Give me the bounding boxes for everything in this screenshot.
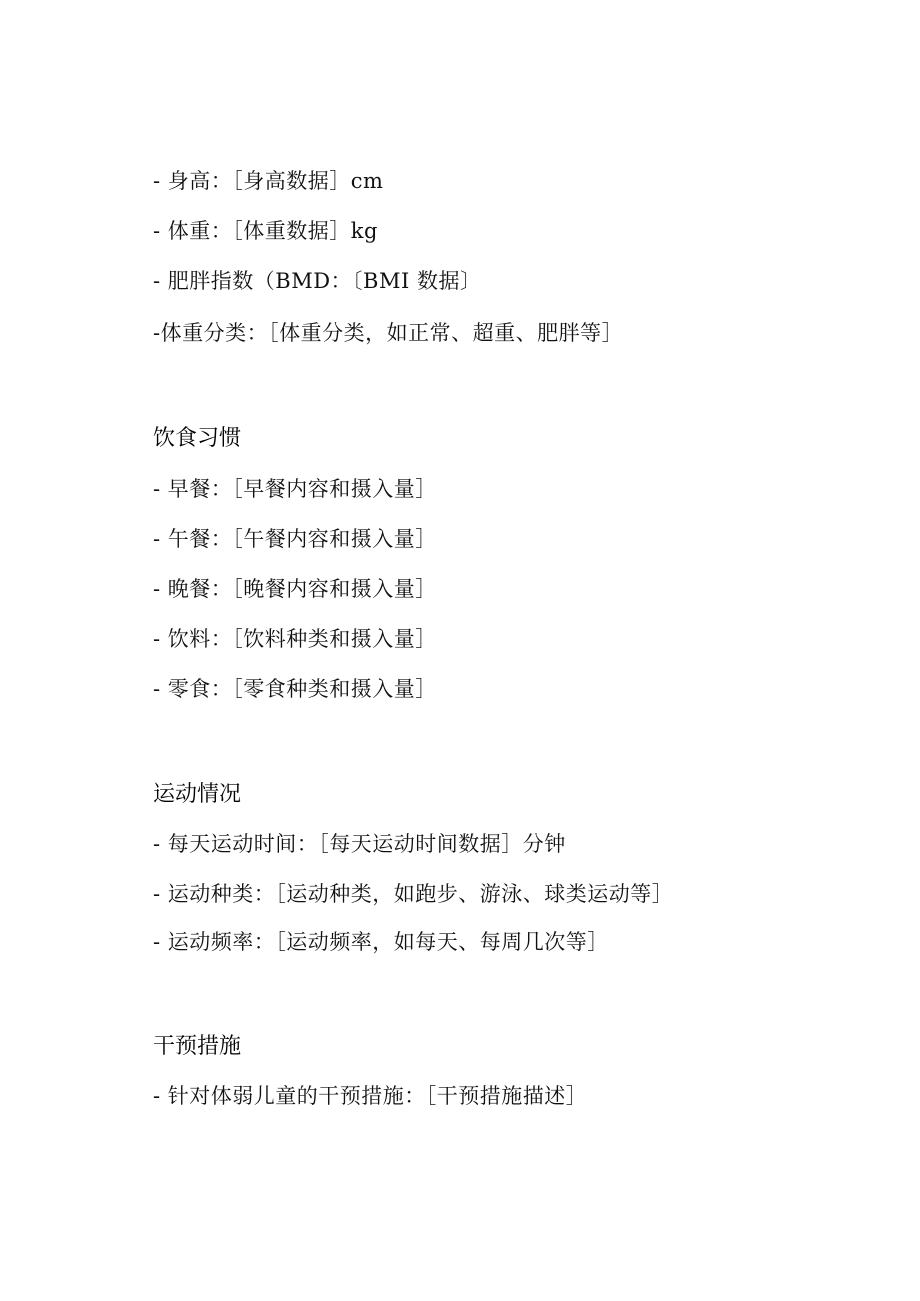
weight-line: - 体重：［体重数据］kg [153, 219, 378, 243]
bmi-line: - 肥胖指数（BMD：〔BMI 数据〕 [153, 269, 482, 293]
exercise-type-line: - 运动种类：［运动种类，如跑步、游泳、球类运动等］ [153, 882, 674, 906]
exercise-frequency-line: - 运动频率：［运动频率，如每天、每周几次等］ [153, 930, 609, 954]
weight-category-line: -体重分类：［体重分类，如正常、超重、肥胖等］ [153, 321, 624, 345]
snacks-line: - 零食：［零食种类和摄入量］ [153, 677, 437, 701]
dinner-line: - 晚餐：［晚餐内容和摄入量］ [153, 577, 437, 601]
diet-heading: 饮食习惯 [153, 426, 242, 451]
intervention-line: - 针对体弱儿童的干预措施：［干预措施描述］ [153, 1084, 588, 1108]
exercise-time-line: - 每天运动时间：［每天运动时间数据］分钟 [153, 832, 566, 856]
breakfast-line: - 早餐：［早餐内容和摄入量］ [153, 477, 437, 501]
intervention-heading: 干预措施 [153, 1034, 242, 1059]
drinks-line: - 饮料：［饮料种类和摄入量］ [153, 627, 437, 651]
lunch-line: - 午餐：［午餐内容和摄入量］ [153, 527, 437, 551]
exercise-heading: 运动情况 [153, 782, 242, 807]
height-line: - 身高：［身高数据］cm [153, 169, 384, 193]
